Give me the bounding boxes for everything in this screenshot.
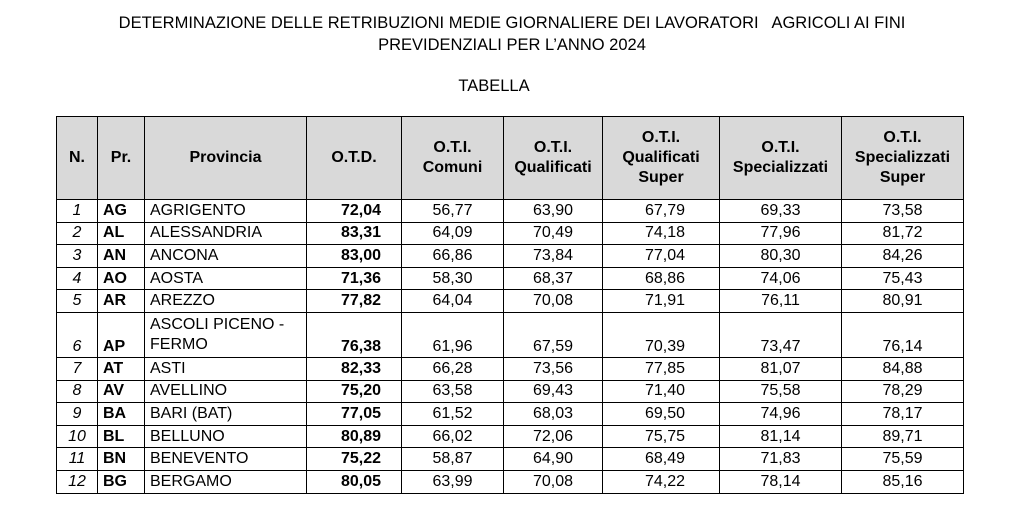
provincia-line: FERMO bbox=[150, 335, 208, 353]
table-row bbox=[57, 312, 964, 357]
cell-oti-qualificati: 68,37 bbox=[504, 267, 603, 290]
document-title-line-1: DETERMINAZIONE DELLE RETRIBUZIONI MEDIE GIORNALIERE DEI LAVORATORI AGRICOLI AI FINI bbox=[118, 14, 906, 32]
cell-oti-specializzati-super: 73,58 bbox=[842, 200, 964, 223]
cell-oti-comuni: 58,30 bbox=[402, 267, 504, 290]
cell-oti-specializzati: 74,96 bbox=[720, 403, 842, 426]
cell-oti-qualificati: 70,49 bbox=[504, 222, 603, 245]
cell-oti-qualificati: 73,84 bbox=[504, 245, 603, 268]
cell-pr: AL bbox=[98, 222, 145, 245]
cell-oti-comuni: 61,52 bbox=[402, 403, 504, 426]
cell-oti-specializzati-super: 85,16 bbox=[842, 470, 964, 493]
cell-n: 5 bbox=[57, 290, 98, 313]
cell-oti-qualificati: 69,43 bbox=[504, 380, 603, 403]
provincia-line: AGRIGENTO bbox=[150, 201, 246, 219]
cell-provincia bbox=[145, 200, 307, 223]
cell-oti-specializzati-super: 75,43 bbox=[842, 267, 964, 290]
cell-oti-qualificati-super: 71,40 bbox=[603, 380, 720, 403]
header-provincia: Provincia bbox=[145, 117, 307, 200]
provincia-line: AVELLINO bbox=[150, 382, 228, 400]
cell-provincia bbox=[145, 290, 307, 313]
cell-oti-qualificati-super: 77,04 bbox=[603, 245, 720, 268]
cell-provincia bbox=[145, 267, 307, 290]
cell-pr: AG bbox=[98, 200, 145, 223]
cell-oti-specializzati: 77,96 bbox=[720, 222, 842, 245]
cell-n: 11 bbox=[57, 448, 98, 471]
table-row bbox=[57, 357, 964, 380]
cell-provincia bbox=[145, 403, 307, 426]
header-oti-qualificati: O.T.I. Qualificati bbox=[504, 117, 603, 200]
cell-oti-specializzati-super: 78,17 bbox=[842, 403, 964, 426]
cell-oti-qualificati: 63,90 bbox=[504, 200, 603, 223]
cell-oti-specializzati: 78,14 bbox=[720, 470, 842, 493]
cell-oti-specializzati-super: 81,72 bbox=[842, 222, 964, 245]
cell-otd: 83,00 bbox=[307, 245, 402, 268]
cell-oti-qualificati: 68,03 bbox=[504, 403, 603, 426]
cell-provincia bbox=[145, 380, 307, 403]
cell-oti-specializzati: 75,58 bbox=[720, 380, 842, 403]
provincia-line: ASCOLI PICENO - bbox=[150, 315, 285, 333]
cell-pr: BG bbox=[98, 470, 145, 493]
cell-n: 6 bbox=[57, 312, 98, 357]
cell-oti-comuni: 64,04 bbox=[402, 290, 504, 313]
cell-oti-qualificati: 64,90 bbox=[504, 448, 603, 471]
cell-oti-comuni: 63,58 bbox=[402, 380, 504, 403]
cell-oti-comuni: 58,87 bbox=[402, 448, 504, 471]
provincia-line: BENEVENTO bbox=[150, 450, 249, 468]
cell-oti-qualificati-super: 71,91 bbox=[603, 290, 720, 313]
header-otd: O.T.D. bbox=[307, 117, 402, 200]
retribuzioni-table bbox=[56, 116, 964, 494]
cell-pr: AO bbox=[98, 267, 145, 290]
cell-oti-qualificati: 70,08 bbox=[504, 470, 603, 493]
cell-pr: AR bbox=[98, 290, 145, 313]
provincia-line: ALESSANDRIA bbox=[150, 224, 263, 242]
table-row bbox=[57, 290, 964, 313]
cell-oti-comuni: 64,09 bbox=[402, 222, 504, 245]
cell-provincia bbox=[145, 312, 307, 357]
table-row bbox=[57, 200, 964, 223]
provincia-line: BERGAMO bbox=[150, 472, 232, 490]
cell-oti-qualificati-super: 69,50 bbox=[603, 403, 720, 426]
cell-oti-comuni: 66,02 bbox=[402, 425, 504, 448]
cell-oti-specializzati-super: 84,26 bbox=[842, 245, 964, 268]
table-row bbox=[57, 222, 964, 245]
cell-otd: 75,20 bbox=[307, 380, 402, 403]
cell-otd: 76,38 bbox=[307, 312, 402, 357]
cell-oti-qualificati-super: 74,18 bbox=[603, 222, 720, 245]
cell-pr: AN bbox=[98, 245, 145, 268]
table-label: TABELLA bbox=[458, 77, 530, 95]
header-oti-comuni: O.T.I. Comuni bbox=[402, 117, 504, 200]
cell-oti-specializzati-super: 84,88 bbox=[842, 357, 964, 380]
provincia-line: ANCONA bbox=[150, 246, 219, 264]
cell-provincia bbox=[145, 470, 307, 493]
cell-oti-specializzati-super: 89,71 bbox=[842, 425, 964, 448]
cell-n: 3 bbox=[57, 245, 98, 268]
cell-otd: 83,31 bbox=[307, 222, 402, 245]
cell-n: 1 bbox=[57, 200, 98, 223]
cell-oti-specializzati: 69,33 bbox=[720, 200, 842, 223]
cell-oti-specializzati: 81,07 bbox=[720, 357, 842, 380]
cell-otd: 77,05 bbox=[307, 403, 402, 426]
cell-n: 12 bbox=[57, 470, 98, 493]
table-row bbox=[57, 448, 964, 471]
provincia-line: AREZZO bbox=[150, 292, 215, 310]
cell-oti-qualificati: 67,59 bbox=[504, 312, 603, 357]
table-row bbox=[57, 425, 964, 448]
cell-oti-comuni: 66,28 bbox=[402, 357, 504, 380]
header-oti-specializzati-super: O.T.I. Specializzati Super bbox=[842, 117, 964, 200]
cell-n: 8 bbox=[57, 380, 98, 403]
cell-otd: 82,33 bbox=[307, 357, 402, 380]
cell-oti-specializzati-super: 80,91 bbox=[842, 290, 964, 313]
cell-oti-qualificati-super: 67,79 bbox=[603, 200, 720, 223]
cell-provincia bbox=[145, 357, 307, 380]
cell-otd: 77,82 bbox=[307, 290, 402, 313]
cell-otd: 75,22 bbox=[307, 448, 402, 471]
cell-oti-specializzati: 74,06 bbox=[720, 267, 842, 290]
cell-otd: 80,89 bbox=[307, 425, 402, 448]
cell-oti-qualificati-super: 68,49 bbox=[603, 448, 720, 471]
cell-oti-qualificati-super: 77,85 bbox=[603, 357, 720, 380]
cell-n: 7 bbox=[57, 357, 98, 380]
cell-provincia bbox=[145, 425, 307, 448]
provincia-line: AOSTA bbox=[150, 269, 204, 287]
cell-n: 2 bbox=[57, 222, 98, 245]
cell-oti-specializzati: 80,30 bbox=[720, 245, 842, 268]
cell-oti-qualificati-super: 68,86 bbox=[603, 267, 720, 290]
cell-otd: 71,36 bbox=[307, 267, 402, 290]
cell-oti-specializzati: 76,11 bbox=[720, 290, 842, 313]
cell-pr: BL bbox=[98, 425, 145, 448]
table-row bbox=[57, 470, 964, 493]
cell-provincia bbox=[145, 448, 307, 471]
cell-oti-specializzati: 73,47 bbox=[720, 312, 842, 357]
cell-oti-comuni: 56,77 bbox=[402, 200, 504, 223]
table-header-row bbox=[57, 117, 964, 200]
table-row bbox=[57, 267, 964, 290]
cell-pr: AV bbox=[98, 380, 145, 403]
cell-oti-qualificati-super: 74,22 bbox=[603, 470, 720, 493]
cell-pr: AP bbox=[98, 312, 145, 357]
cell-pr: BN bbox=[98, 448, 145, 471]
cell-provincia bbox=[145, 222, 307, 245]
cell-n: 10 bbox=[57, 425, 98, 448]
cell-oti-qualificati-super: 70,39 bbox=[603, 312, 720, 357]
cell-otd: 80,05 bbox=[307, 470, 402, 493]
header-pr: Pr. bbox=[98, 117, 145, 200]
cell-n: 4 bbox=[57, 267, 98, 290]
cell-n: 9 bbox=[57, 403, 98, 426]
cell-oti-comuni: 63,99 bbox=[402, 470, 504, 493]
table-row bbox=[57, 403, 964, 426]
cell-pr: AT bbox=[98, 357, 145, 380]
provincia-line: BARI (BAT) bbox=[150, 404, 233, 422]
table-row bbox=[57, 245, 964, 268]
cell-oti-specializzati-super: 75,59 bbox=[842, 448, 964, 471]
cell-oti-specializzati-super: 78,29 bbox=[842, 380, 964, 403]
cell-otd: 72,04 bbox=[307, 200, 402, 223]
header-oti-specializzati: O.T.I. Specializzati bbox=[720, 117, 842, 200]
cell-oti-comuni: 61,96 bbox=[402, 312, 504, 357]
cell-oti-qualificati: 73,56 bbox=[504, 357, 603, 380]
cell-oti-comuni: 66,86 bbox=[402, 245, 504, 268]
cell-oti-specializzati-super: 76,14 bbox=[842, 312, 964, 357]
provincia-line: BELLUNO bbox=[150, 427, 225, 445]
cell-oti-specializzati: 81,14 bbox=[720, 425, 842, 448]
cell-oti-qualificati: 70,08 bbox=[504, 290, 603, 313]
document-title-line-2: PREVIDENZIALI PER L’ANNO 2024 bbox=[378, 36, 646, 54]
header-n: N. bbox=[57, 117, 98, 200]
cell-oti-qualificati-super: 75,75 bbox=[603, 425, 720, 448]
provincia-line: ASTI bbox=[150, 359, 186, 377]
cell-provincia bbox=[145, 245, 307, 268]
cell-oti-qualificati: 72,06 bbox=[504, 425, 603, 448]
cell-pr: BA bbox=[98, 403, 145, 426]
header-oti-qualificati-super: O.T.I. Qualificati Super bbox=[603, 117, 720, 200]
table-row bbox=[57, 380, 964, 403]
cell-oti-specializzati: 71,83 bbox=[720, 448, 842, 471]
